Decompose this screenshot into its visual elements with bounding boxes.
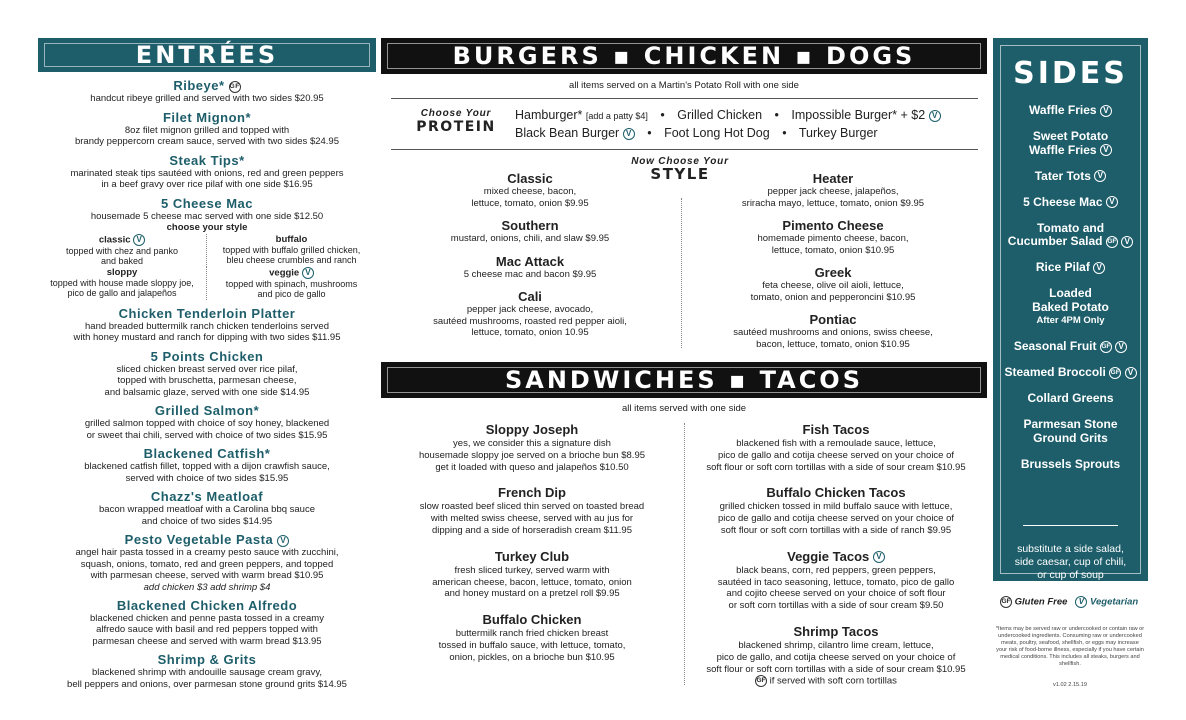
sand-item (382, 422, 682, 473)
entree-description: 8oz filet mignon grilled and topped with brandy peppercorn cream sauce, served with two sides $24.95 (74, 124, 340, 147)
burger-styles-right (688, 171, 978, 359)
burger-description: mixed cheese, bacon, lettuce, tomato, onion $9.95 (471, 186, 589, 209)
gluten-free-icon: GF (1106, 236, 1118, 248)
entrees-list (38, 78, 376, 695)
burger-styles-left (385, 171, 675, 348)
burger-item (688, 218, 978, 256)
burger-item (688, 265, 978, 303)
side-item (993, 418, 1148, 445)
sand-item (686, 549, 986, 612)
side-item (993, 392, 1148, 406)
protein-foot-long-hot-dog: Foot Long Hot Dog (664, 126, 770, 140)
side-name: Sweet Potato Waffle Fries (1029, 129, 1109, 157)
entree-name-text: Chicken Tenderloin Platter (118, 305, 296, 321)
burger-description: pepper jack cheese, jalapeños, sriracha mayo, lettuce, tomato, onion $9.95 (741, 186, 925, 209)
entree-item (38, 446, 376, 484)
side-item (993, 366, 1148, 380)
vegetarian-icon: V (1094, 170, 1106, 182)
sand-item (686, 485, 986, 536)
burger-name (385, 171, 675, 186)
side-item (993, 222, 1148, 249)
entree-description: housemade 5 cheese mac served with one side $12.50 (90, 210, 324, 222)
bullet: • (774, 108, 779, 122)
entrees-title: ENTRÉES (135, 41, 279, 69)
vegetarian-icon: V (929, 110, 941, 122)
gluten-free-label: Gluten Free (1014, 596, 1068, 608)
entree-item (38, 153, 376, 191)
sand-name (686, 422, 986, 438)
sand-name (382, 422, 682, 438)
sand-description: fresh sliced turkey, served warm with american cheese, bacon, lettuce, tomato, onion and honey mustard on a pretzel roll $9.95 (432, 564, 632, 600)
gluten-free-icon: GF (229, 81, 241, 93)
entree-name (38, 153, 376, 168)
vegetarian-icon: V (1121, 236, 1133, 248)
sand-description: blackened shrimp, cilantro lime cream, lettuce, pico de gallo, and cotija cheese served on your choice of soft flour or soft corn tortillas with a side of sour cream $10.95 (706, 639, 966, 675)
side-name: Collard Greens (1027, 391, 1114, 405)
entree-name (38, 652, 376, 667)
vegetarian-label: Vegetarian (1090, 596, 1139, 608)
burger-name (688, 312, 978, 327)
corn-tortilla-footnote (755, 675, 897, 687)
side-item (993, 196, 1148, 210)
entree-name-text: Blackened Chicken Alfredo (116, 597, 298, 613)
side-name: 5 Cheese Mac (1023, 194, 1103, 209)
protein-hamburger-note: [add a patty $4] (585, 111, 648, 121)
sand-name-text: Sloppy Joseph (485, 422, 579, 437)
mac-style (38, 267, 207, 300)
sandwiches-divider (684, 423, 685, 685)
mac-style (38, 234, 207, 267)
burger-item (385, 289, 675, 339)
entree-item (38, 652, 376, 690)
entree-name-text: Grilled Salmon* (154, 403, 260, 418)
sides-substitute-note: substitute a side salad, side caesar, cup of chili, or cup of soup for additional $1.95 (1014, 543, 1127, 594)
vegetarian-icon: V (277, 535, 289, 547)
vegetarian-icon: V (623, 128, 635, 140)
entree-description: hand breaded buttermilk ranch chicken tenderloins served with honey mustard and ranch for dipping with two sides $11.95 (73, 320, 341, 343)
side-item (993, 458, 1148, 472)
entree-name (38, 403, 376, 418)
gluten-free-icon: GF (1109, 367, 1121, 379)
burgers-subtitle: all items served on a Martin's Potato Roll with one side (569, 80, 799, 91)
sand-item (686, 624, 986, 675)
entree-name (38, 78, 376, 93)
mac-style-name-text: classic (98, 234, 131, 246)
burger-item (385, 218, 675, 245)
entree-name (38, 110, 376, 125)
entree-name-text: Ribeye* (173, 78, 225, 93)
protein-row-2 (515, 126, 878, 140)
entree-item (38, 598, 376, 648)
vegetarian-icon: V (873, 551, 885, 563)
mac-style-name-text: veggie (269, 267, 300, 279)
footnote-text: if served with soft corn tortillas (769, 675, 897, 687)
mac-styles-grid (38, 234, 376, 300)
entree-description: blackened shrimp with andouille sausage cream gravy, bell peppers and onions, over parmesan stone ground grits $14.95 (67, 667, 347, 690)
protein-hamburger: Hamburger* (515, 108, 583, 122)
burger-description: feta cheese, olive oil aioli, lettuce, tomato, onion and pepperoncini $10.95 (750, 280, 916, 303)
burger-item (385, 254, 675, 281)
entree-name-text: 5 Points Chicken (150, 348, 264, 364)
sand-item (382, 549, 682, 600)
entree-name (38, 196, 376, 211)
entree-name-text: Shrimp & Grits (157, 652, 257, 667)
sand-description: black beans, corn, red peppers, green peppers, sautéed in taco seasoning, lettuce, tomato, pico de gallo and cojito cheese served on your choice of soft flour or soft corn tortillas with a side of sour cream $9.50 (717, 564, 955, 612)
bullet: • (647, 126, 652, 140)
mac-style-description: topped with house made sloppy joe, pico de gallo and jalapeños (50, 277, 194, 298)
entree-item (38, 349, 376, 399)
burger-name-text: Cali (518, 289, 542, 304)
protein-impossible-burger: Impossible Burger* + $2 (791, 108, 926, 122)
vegetarian-icon: V (1115, 341, 1127, 353)
mac-style-name (41, 234, 203, 246)
burger-name (688, 265, 978, 280)
mac-style-name-text: buffalo (275, 233, 308, 245)
protein-label-small: Choose Your (420, 108, 492, 119)
entree-item (38, 306, 376, 344)
gluten-free-icon: GF (1100, 341, 1112, 353)
sand-name (382, 549, 682, 565)
entree-item (38, 489, 376, 527)
entree-description: bacon wrapped meatloaf with a Carolina bbq sauce and choice of two sides $14.95 (99, 504, 315, 527)
side-item (993, 261, 1148, 275)
entree-description: blackened chicken and penne pasta tossed in a creamy alfredo sauce with basil and red peppers topped with parmesan cheese and served with warm bread $13.95 (90, 612, 324, 647)
sides-title: SIDES (1013, 56, 1128, 91)
entree-name (38, 349, 376, 364)
burger-name-text: Pontiac (809, 312, 857, 327)
side-name: Tomato and Cucumber Salad (1007, 220, 1105, 248)
tacos-list (686, 422, 986, 687)
protein-label (412, 108, 500, 135)
entree-item (38, 78, 376, 105)
entree-name (38, 598, 376, 613)
sandwiches-subtitle: all items served with one side (621, 403, 747, 414)
burger-name (688, 171, 978, 186)
sand-description: buttermilk ranch fried chicken breast tossed in buffalo sauce, with lettuce, tomato, onion, pickles, on a brioche bun $10.95 (438, 628, 626, 663)
burger-item (688, 171, 978, 209)
burger-styles-divider (681, 198, 682, 348)
side-item (993, 340, 1148, 354)
sand-name (686, 485, 986, 501)
sand-item (382, 485, 682, 536)
burger-name-text: Mac Attack (495, 253, 565, 269)
burger-name (385, 218, 675, 233)
burger-name-text: Pimento Cheese (782, 218, 884, 233)
side-item (993, 170, 1148, 184)
entree-description: blackened catfish fillet, topped with a dijon crawfish sauce, served with choice of two sides $15.95 (84, 461, 330, 484)
side-name: Tater Tots (1034, 168, 1091, 183)
entree-item (38, 196, 376, 300)
entree-name (38, 446, 376, 461)
side-name: Steamed Broccoli (1004, 365, 1106, 379)
divider (391, 98, 978, 99)
burger-description: 5 cheese mac and bacon $9.95 (463, 268, 597, 280)
sand-name (686, 549, 986, 565)
sandwiches-list (382, 422, 682, 676)
entree-name (38, 306, 376, 321)
sand-description: grilled chicken tossed in mild buffalo sauce with lettuce, pico de gallo and cotija cheese served on your choice of soft flour or soft corn tortillas with a side of ranch $9.95 (717, 501, 955, 536)
burger-name (385, 254, 675, 269)
sides-divider (1023, 525, 1118, 526)
entree-name-text: Pesto Vegetable Pasta (124, 532, 274, 547)
side-item (993, 104, 1148, 118)
burger-description: sautéed mushrooms and onions, swiss cheese, bacon, lettuce, tomato, onion $10.95 (733, 327, 933, 350)
vegetarian-icon: V (1075, 596, 1087, 608)
mac-style-name (210, 267, 373, 279)
choose-style-label: choose your style (166, 222, 248, 233)
entree-description: handcut ribeye grilled and served with two sides $20.95 (90, 93, 324, 104)
burgers-title: BURGERS ▪ CHICKEN ▪ DOGS (452, 42, 916, 70)
mac-style-name (210, 234, 373, 245)
divider (391, 149, 978, 150)
mac-style (207, 234, 376, 267)
sand-name-text: Fish Tacos (802, 422, 870, 437)
raw-food-disclaimer: *Items may be served raw or undercooked or contain raw or undercooked ingredients. Consuming raw or undercooked meats, poultry, seafood, shellfish, or eggs may increase your risk of food-borne illness, especially if you have certain medical conditions. This includes all steaks, burgers and shellfish. (995, 626, 1145, 667)
side-name: Parmesan Stone Ground Grits (1023, 417, 1118, 445)
sand-name-text: Veggie Tacos (787, 548, 870, 564)
protein-black-bean-burger: Black Bean Burger (515, 126, 620, 140)
sand-name (382, 612, 682, 628)
entree-name-text: Steak Tips* (169, 152, 245, 168)
burger-name-text: Greek (814, 265, 852, 280)
entree-description: sliced chicken breast served over rice pilaf, topped with bruschetta, parmesan cheese, and balsamic glaze, served with one side $14.95 (104, 363, 310, 398)
protein-grilled-chicken: Grilled Chicken (677, 108, 763, 122)
gluten-free-icon: GF (755, 675, 767, 687)
vegetarian-icon: V (1100, 105, 1112, 117)
mac-style (207, 267, 376, 300)
entree-name (38, 532, 376, 547)
burger-name (385, 289, 675, 304)
burger-name-text: Heater (812, 171, 854, 186)
entree-name (38, 489, 376, 504)
side-name: Seasonal Fruit (1013, 339, 1097, 353)
mac-style-name-text: sloppy (106, 266, 138, 278)
entree-item (38, 532, 376, 593)
sand-description: yes, we consider this a signature dish housemade sloppy joe served on a brioche bun $8.95 get it loaded with queso and jalapeños $10.50 (418, 438, 646, 473)
entree-name-text: Blackened Catfish* (143, 446, 271, 461)
entree-description: marinated steak tips sautéed with onions, red and green peppers in a beef gravy over rice pilaf with one side $16.95 (70, 167, 344, 190)
vegetarian-icon: V (1106, 196, 1118, 208)
burger-name-text: Classic (507, 171, 553, 186)
vegetarian-icon: V (1125, 367, 1137, 379)
gluten-free-icon: GF (1000, 596, 1012, 608)
side-name: Brussels Sprouts (1020, 456, 1121, 471)
entree-description: angel hair pasta tossed in a creamy pesto sauce with zucchini, squash, onions, tomato, red and green peppers, and topped with parmesan cheese, served with warm bread $10.95 (75, 547, 339, 581)
entree-name-text: Chazz's Meatloaf (150, 489, 264, 504)
entree-name-text: Filet Mignon* (162, 109, 252, 125)
entree-name-text: 5 Cheese Mac (161, 195, 253, 211)
vegetarian-icon: V (302, 267, 314, 279)
side-name: Loaded Baked Potato (1032, 286, 1109, 314)
entrees-banner (38, 38, 376, 72)
mac-style-description: topped with spinach, mushrooms and pico de gallo (225, 278, 358, 299)
burger-description: homemade pimento cheese, bacon, lettuce, tomato, onion $10.95 (757, 233, 909, 256)
side-item (993, 287, 1148, 328)
sandwiches-banner (381, 362, 987, 398)
sand-name-text: Buffalo Chicken (482, 612, 582, 628)
burgers-banner (381, 38, 987, 74)
entree-item (38, 403, 376, 441)
protein-row-1 (515, 108, 941, 122)
sand-name (382, 485, 682, 501)
style-label-big: STYLE (650, 165, 710, 183)
vegetarian-icon: V (133, 234, 145, 246)
burger-item (688, 312, 978, 350)
sides-list (993, 104, 1148, 484)
bullet: • (782, 126, 787, 140)
sand-item (382, 612, 682, 663)
sand-name (686, 624, 986, 640)
sand-description: slow roasted beef sliced thin served on toasted bread with melted swiss cheese, served with au jus for dipping and a side of horseradish cream $11.95 (419, 501, 645, 536)
mac-style-name (41, 267, 203, 278)
sand-name-text: Turkey Club (494, 548, 570, 564)
bullet: • (660, 108, 665, 122)
vegetarian-icon: V (1093, 262, 1105, 274)
dietary-legend (1000, 596, 1138, 608)
side-name: Rice Pilaf (1035, 260, 1090, 274)
burger-name (688, 218, 978, 233)
side-item (993, 130, 1148, 157)
vegetarian-icon: V (1100, 144, 1112, 156)
mac-style-description: topped with chez and panko and baked (65, 245, 179, 266)
protein-turkey-burger: Turkey Burger (798, 126, 878, 140)
sand-name-text: Shrimp Tacos (793, 623, 879, 639)
menu-version: v1.02 2.15.19 (1053, 682, 1087, 688)
sand-description: blackened fish with a remoulade sauce, lettuce, pico de gallo and cotija cheese served on your choice of soft flour or soft corn tortillas with a side of sour cream $10.95 (706, 438, 966, 473)
burger-item (385, 171, 675, 209)
mac-style-description: topped with buffalo grilled chicken, bleu cheese crumbles and ranch (222, 244, 361, 265)
sides-panel (993, 38, 1148, 594)
side-availability-note: After 4PM Only (1036, 315, 1105, 326)
sand-item (686, 422, 986, 473)
protein-label-big: PROTEIN (416, 119, 496, 135)
burger-name-text: Southern (501, 218, 559, 233)
sand-name-text: French Dip (498, 485, 566, 501)
entree-addon-note: add chicken $3 add shrimp $4 (143, 581, 271, 593)
sandwiches-title: SANDWICHES ▪ TACOS (504, 366, 863, 394)
entree-item (38, 110, 376, 148)
entree-description: grilled salmon topped with choice of soy honey, blackened or sweet thai chili, served with choice of two sides $15.95 (84, 418, 330, 441)
burger-description: mustard, onions, chili, and slaw $9.95 (450, 233, 610, 244)
style-label-small: Now Choose Your (631, 156, 729, 167)
sand-name-text: Buffalo Chicken Tacos (766, 485, 906, 501)
burger-description: pepper jack cheese, avocado, sautéed mushrooms, roasted red pepper aioli, lettuce, tomato, onion 10.95 (433, 304, 627, 338)
side-name: Waffle Fries (1029, 103, 1097, 117)
